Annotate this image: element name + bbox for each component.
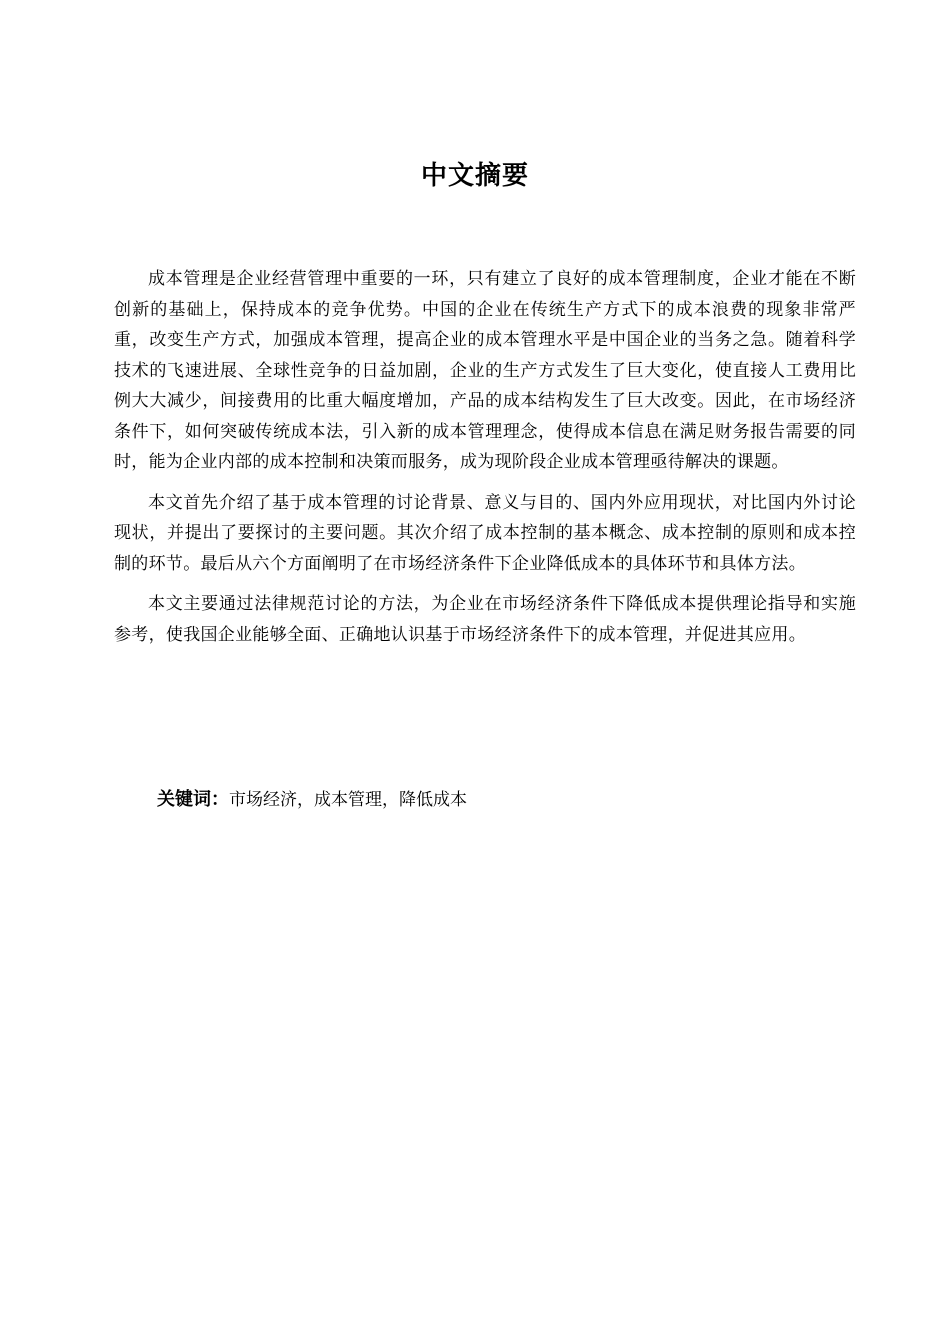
- page-title: 中文摘要: [420, 161, 529, 191]
- keywords-label: 关键词：: [157, 789, 229, 810]
- abstract-paragraph-3: 本文主要通过法律规范讨论的方法，为企业在市场经济条件下降低成本提供理论指导和实施参考，使我国企业能够全面、正确地认识基于市场经济条件下的成本管理，并促进其应用。: [114, 594, 856, 645]
- keywords-line: [157, 785, 467, 815]
- abstract-paragraph-2: 本文首先介绍了基于成本管理的讨论背景、意义与目的、国内外应用现状，对比国内外讨论现状，并提出了要探讨的主要问题。其次介绍了成本控制的基本概念、成本控制的原则和成本控制的环节。最后从六个方面阐明了在市场经济条件下企业降低成本的具体环节和具体方法。: [114, 492, 856, 574]
- abstract-paragraph-1: 成本管理是企业经营管理中重要的一环，只有建立了良好的成本管理制度，企业才能在不断创新的基础上，保持成本的竞争优势。中国的企业在传统生产方式下的成本浪费的现象非常严重，改变生产方式，加强成本管理，提高企业的成本管理水平是中国企业的当务之急。随着科学技术的飞速进展、全球性竞争的日益加剧，企业的生产方式发生了巨大变化，使直接人工费用比例大大减少，间接费用的比重大幅度增加，产品的成本结构发生了巨大改变。因此，在市场经济条件下，如何突破传统成本法，引入新的成本管理理念，使得成本信息在满足财务报告需要的同时，能为企业内部的成本控制和决策而服务，成为现阶段企业成本管理亟待解决的课题。: [114, 269, 856, 472]
- keywords-value: 市场经济，成本管理，降低成本: [229, 790, 467, 810]
- abstract-body: [114, 264, 856, 660]
